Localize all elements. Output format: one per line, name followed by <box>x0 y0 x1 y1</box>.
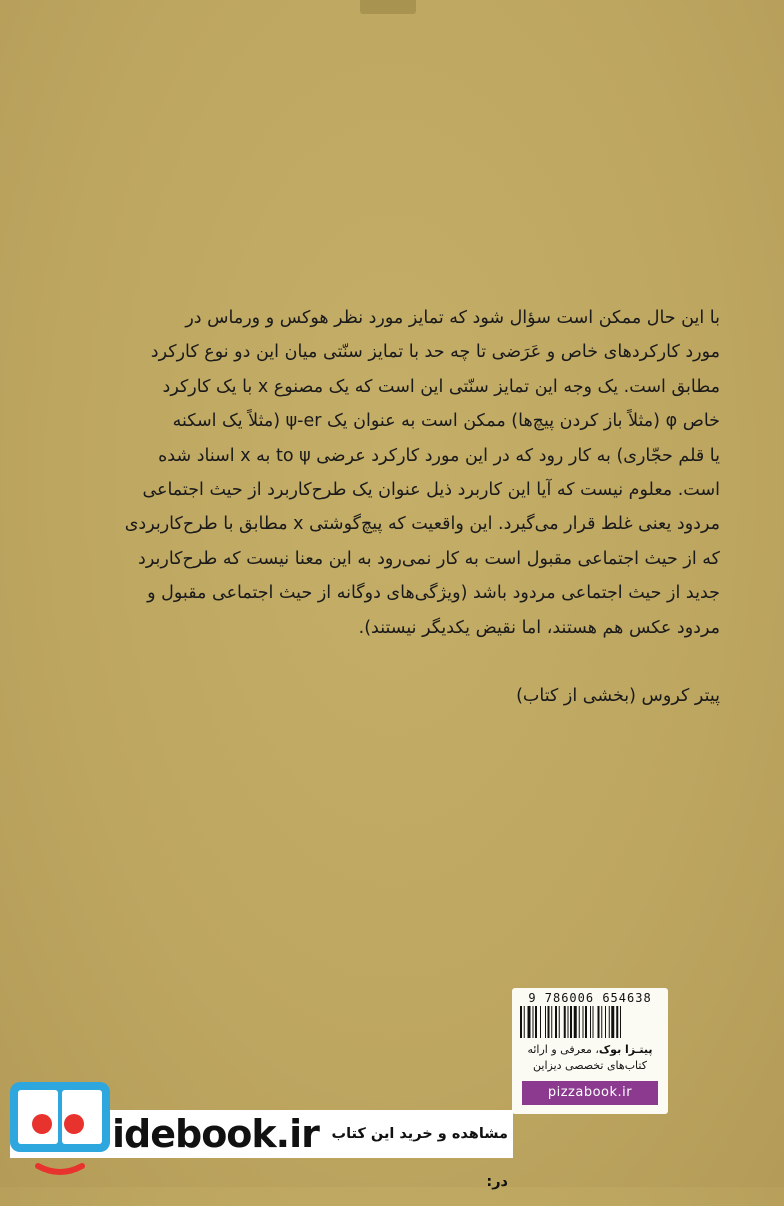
logo-text: idebook.ir <box>112 1112 319 1156</box>
publisher-tagline: ، معرفی و ارائه <box>527 1043 599 1056</box>
text-line: با این حال ممکن است سؤال شود که تمایز مورد نظر هوکس و ورماس در <box>185 308 720 328</box>
text-line: جدید از حیث اجتماعی مردود باشد (ویژگی‌های دوگانه از حیث اجتماعی مقبول و <box>147 583 720 604</box>
publisher-url[interactable]: pizzabook.ir <box>522 1081 658 1105</box>
barcode-icon <box>520 1006 660 1038</box>
text-line: که از حیث اجتماعی مقبول است به کار نمی‌رود به این معنا نیست که طرح‌کاربرد <box>138 548 720 569</box>
publisher-line <box>518 1042 662 1057</box>
text-line: مردود عکس هم هستند، اما نقیض یکدیگر نیستند). <box>358 617 720 638</box>
text-line: است. معلوم نیست که آیا این کاربرد ذیل عنوان یک طرح‌کاربرد از حیث اجتماعی <box>142 480 720 501</box>
text-line: مورد کارکردهای خاص و عَرَضی تا چه حد با تمایز سنّتی میان این دو نوع کارکرد <box>150 342 720 363</box>
banner-cta: مشاهده و خرید این کتاب در: <box>331 1126 508 1190</box>
text-line: خاص φ (مثلاً باز کردن پیچ‌ها) ممکن است به عنوان یک ψ-er (مثلاً یک اسکنه <box>172 411 720 432</box>
attribution: پیتر کروس (بخشی از کتاب) <box>516 686 720 706</box>
barcode-label <box>512 988 668 1114</box>
idebook-banner[interactable] <box>0 1078 515 1190</box>
isbn-digits: 9 786006 654638 <box>528 991 652 1005</box>
text-line: یا قلم حجّاری) به کار رود که در این مورد کارکرد عرضی to ψ به x اسناد شده <box>158 445 720 466</box>
book-face-icon <box>8 1078 112 1178</box>
cover-top-tab <box>360 0 416 14</box>
text-line: مطابق است. یک وجه این تمایز سنّتی این است که یک مصنوع x با یک کارکرد <box>162 376 720 397</box>
publisher-name: پیتـزا بوک <box>598 1043 653 1056</box>
publisher-subtitle: کتاب‌های تخصصی دیزاین <box>533 1059 647 1072</box>
back-cover-text <box>100 301 720 645</box>
text-line: مردود یعنی غلط قرار می‌گیرد. این واقعیت که پیچ‌گوشتی x مطابق با طرح‌کاربردی <box>124 514 720 535</box>
